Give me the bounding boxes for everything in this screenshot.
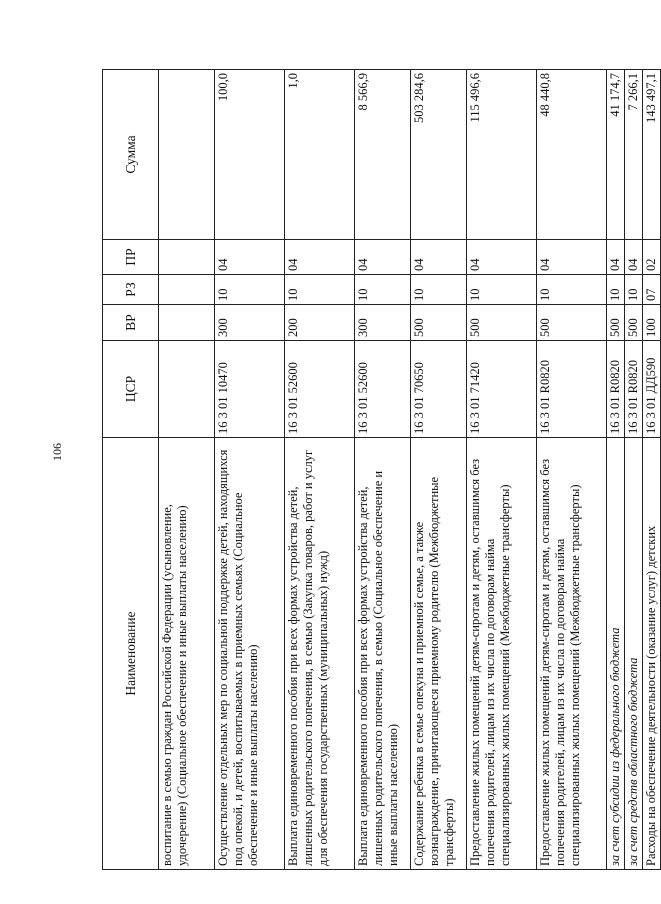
cell-csr: 16 3 01 ДД590 [643,341,661,438]
cell-name: Содержание ребенка в семье опекуна и приемной семье, а также вознаграждение, причитающееся приемному родителю (Межбюджетные трансферты) [411,438,467,870]
cell-csr: 16 3 01 R0820 [537,341,607,438]
cell-csr: 16 3 01 10470 [215,341,285,438]
cell-rz: 10 [467,275,537,305]
cell-pr [159,240,215,275]
cell-vr: 500 [537,305,607,341]
cell-rz: 10 [537,275,607,305]
cell-rz [159,275,215,305]
header-csr: ЦСР [103,341,159,438]
table-row [643,70,661,870]
page-number: 106 [50,443,64,461]
cell-sum: 115 496,6 [467,70,537,240]
table-row [411,70,467,870]
cell-rz: 10 [411,275,467,305]
cell-vr: 200 [285,305,355,341]
cell-rz: 10 [607,275,625,305]
cell-rz: 10 [285,275,355,305]
cell-vr: 500 [411,305,467,341]
cell-rz: 07 [643,275,661,305]
cell-sum: 41 174,7 [607,70,625,240]
table-row [537,70,607,870]
cell-name: воспитание в семью граждан Российской Федерации (усыновление, удочерение) (Социальное обеспечение и иные выплаты населению) [159,438,215,870]
cell-vr: 500 [607,305,625,341]
cell-vr: 300 [215,305,285,341]
cell-sum: 503 284,6 [411,70,467,240]
cell-name: Выплата единовременного пособия при всех формах устройства детей, лишенных родительского попечения, в семью (Социальное обеспечение и иные выплаты населению) [355,438,411,870]
cell-csr: 16 3 01 R0820 [607,341,625,438]
cell-name: за счет субсидии из федерального бюджета [607,438,625,870]
cell-pr: 04 [537,240,607,275]
cell-csr: 16 3 01 70650 [411,341,467,438]
table-row [355,70,411,870]
cell-csr: 16 3 01 52600 [355,341,411,438]
table-row [467,70,537,870]
cell-sum: 7 266,1 [625,70,643,240]
cell-sum: 1,0 [285,70,355,240]
table-row [607,70,625,870]
cell-pr: 04 [285,240,355,275]
cell-pr: 04 [625,240,643,275]
table-row [625,70,643,870]
cell-vr: 300 [355,305,411,341]
cell-vr [159,305,215,341]
header-name: Наименование [103,438,159,870]
rotated-table-container [102,70,658,870]
cell-sum: 48 440,8 [537,70,607,240]
cell-pr: 04 [355,240,411,275]
table-row [215,70,285,870]
cell-vr: 500 [467,305,537,341]
header-vr: ВР [103,305,159,341]
cell-sum: 100,0 [215,70,285,240]
header-pr: ПР [103,240,159,275]
cell-pr: 04 [411,240,467,275]
cell-pr: 04 [215,240,285,275]
cell-csr: 16 3 01 52600 [285,341,355,438]
cell-csr: 16 3 01 71420 [467,341,537,438]
header-row [103,70,159,870]
cell-sum: 8 566,9 [355,70,411,240]
cell-pr: 04 [467,240,537,275]
cell-vr: 500 [625,305,643,341]
cell-vr: 100 [643,305,661,341]
cell-name: Выплата единовременного пособия при всех формах устройства детей, лишенных родительского попечения, в семью (Закупка товаров, работ и услуг для обеспечения государственных (муниципальных) нужд) [285,438,355,870]
cell-pr: 04 [607,240,625,275]
cell-sum: 143 497,1 [643,70,661,240]
cell-csr [159,341,215,438]
cell-csr: 16 3 01 R0820 [625,341,643,438]
cell-rz: 10 [355,275,411,305]
table-body [159,70,661,870]
cell-rz: 10 [215,275,285,305]
cell-name: Предоставление жилых помещений детям-сиротам и детям, оставшимся без попечения родителей, лицам из их числа по договорам найма специализированных жилых помещений (Межбюджетные трансферты) [467,438,537,870]
budget-table [102,69,661,870]
cell-name: Предоставление жилых помещений детям-сиротам и детям, оставшимся без попечения родителей, лицам из их числа по договорам найма специализированных жилых помещений (Межбюджетные трансферты) [537,438,607,870]
table-row [159,70,215,870]
cell-pr: 02 [643,240,661,275]
cell-rz: 10 [625,275,643,305]
header-sum: Сумма [103,70,159,240]
header-rz: РЗ [103,275,159,305]
cell-sum [159,70,215,240]
cell-name: за счет средств областного бюджета [625,438,643,870]
cell-name: Осуществление отдельных мер по социальной поддержке детей, находящихся под опекой, и детей, воспитываемых в приемных семьях (Социальное обеспечение и иные выплаты населению) [215,438,285,870]
cell-name: Расходы на обеспечение деятельности (оказание услуг) детских [643,438,661,870]
table-row [285,70,355,870]
